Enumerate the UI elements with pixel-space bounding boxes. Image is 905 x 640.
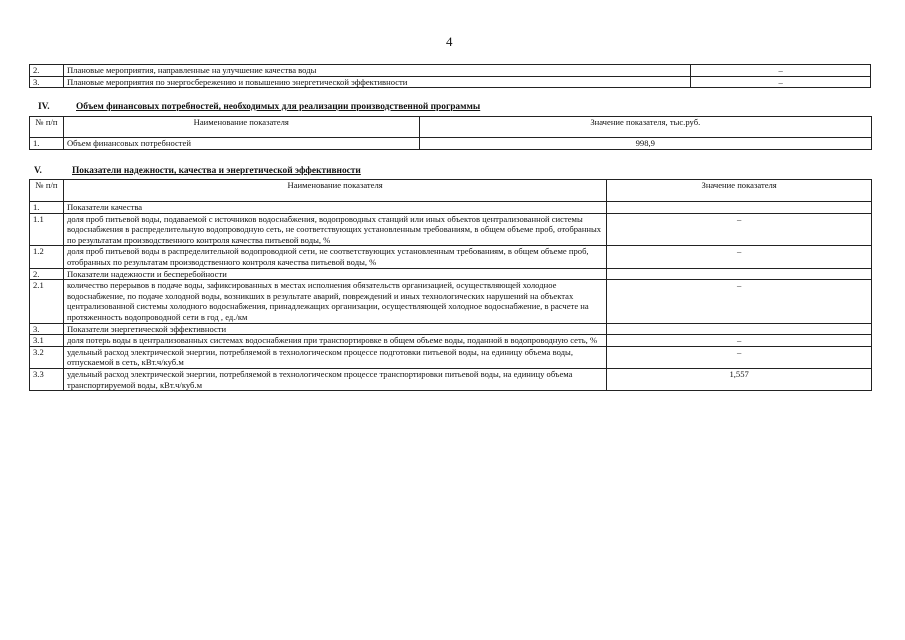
section-4-title: [38, 102, 480, 112]
row-number: 3.3: [30, 368, 64, 390]
table-row: [30, 268, 872, 280]
row-number: 1.2: [30, 246, 64, 268]
table-row: [30, 76, 871, 88]
table-row: [30, 335, 872, 347]
section-5-heading: Показатели надежности, качества и энергетической эффективности: [72, 166, 361, 176]
reliability-quality-table: [29, 179, 872, 391]
row-text: Плановые мероприятия по энергосбережению и повышению энергетической эффективности: [63, 76, 690, 88]
row-value: –: [607, 213, 872, 246]
row-text: Объем финансовых потребностей: [63, 138, 419, 150]
planned-measures-table: [29, 64, 871, 88]
section-4-number: IV.: [38, 102, 50, 112]
header-name: Наименование показателя: [63, 180, 606, 202]
row-value: –: [691, 65, 871, 77]
page-number: 4: [446, 34, 453, 49]
row-value: [607, 323, 872, 335]
row-number: 3.: [30, 323, 64, 335]
row-value: –: [607, 346, 872, 368]
row-value: –: [607, 335, 872, 347]
row-text: доля проб питьевой воды в распределительной водопроводной сети, не соответствующих установленным требованиям, в общем объеме проб, отобранных по результатам производственного контроля качества питьевой воды, %: [63, 246, 606, 268]
row-number: 3.: [30, 76, 64, 88]
section-5-number: V.: [34, 166, 42, 176]
row-number: 2.: [30, 268, 64, 280]
section-4-heading: Объем финансовых потребностей, необходимых для реализации производственной программы: [76, 102, 481, 112]
row-number: 3.2: [30, 346, 64, 368]
header-name: Наименование показателя: [63, 117, 419, 138]
row-number: 2.1: [30, 280, 64, 323]
row-text: удельный расход электрической энергии, потребляемой в технологическом процессе транспортировки питьевой воды, на единицу объема транспортируемой воды, кВт.ч/куб.м: [63, 368, 606, 390]
row-text: Показатели надежности и бесперебойности: [63, 268, 606, 280]
row-text: доля потерь воды в централизованных системах водоснабжения при транспортировке в общем объеме воды, поданной в водопроводную сеть, %: [63, 335, 606, 347]
table-row: [30, 323, 872, 335]
row-text: количество перерывов в подаче воды, зафиксированных в местах исполнения обязательств организацией, осуществляющей холодное водоснабжение, по подаче холодной воды, возникших в результате аварий, повреждений и иных технологических нарушений на объектах централизованной системы холодного водоснабжения, принадлежащих организации, осуществляющей холодное водоснабжение, в расчете на протяженность водопроводной сети в год , ед./км: [63, 280, 606, 323]
table-row: [30, 65, 871, 77]
financial-needs-table: [29, 116, 872, 150]
row-text: Показатели энергетической эффективности: [63, 323, 606, 335]
table-row: [30, 346, 872, 368]
row-value: 998,9: [419, 138, 871, 150]
row-value: [607, 268, 872, 280]
row-number: 3.1: [30, 335, 64, 347]
row-text: доля проб питьевой воды, подаваемой с источников водоснабжения, водопроводных станций или иных объектов централизованной системы водоснабжения в распределительную водопроводную сеть, не соответствующих установленным требованиям, в общем объеме проб, отобранных по результатам производственного контроля качества питьевой воды, %: [63, 213, 606, 246]
table-header-row: [30, 117, 872, 138]
row-value: 1,557: [607, 368, 872, 390]
header-number: № п/п: [30, 180, 64, 202]
row-value: –: [607, 246, 872, 268]
row-number: 1.1: [30, 213, 64, 246]
table-row: [30, 213, 872, 246]
header-value: Значение показателя, тыс.руб.: [419, 117, 871, 138]
row-value: –: [607, 280, 872, 323]
table-row: [30, 138, 872, 150]
table-row: [30, 280, 872, 323]
header-number: № п/п: [30, 117, 64, 138]
section-5-title: [34, 166, 361, 176]
table-row: [30, 202, 872, 214]
row-text: Показатели качества: [63, 202, 606, 214]
table-row: [30, 368, 872, 390]
row-value: [607, 202, 872, 214]
row-number: 1.: [30, 202, 64, 214]
row-number: 2.: [30, 65, 64, 77]
table-header-row: [30, 180, 872, 202]
row-value: –: [691, 76, 871, 88]
row-number: 1.: [30, 138, 64, 150]
row-text: Плановые мероприятия, направленные на улучшение качества воды: [63, 65, 690, 77]
header-value: Значение показателя: [607, 180, 872, 202]
table-row: [30, 246, 872, 268]
row-text: удельный расход электрической энергии, потребляемой в технологическом процессе подготовки питьевой воды, на единицу объема воды, отпускаемой в сеть, кВт.ч/куб.м: [63, 346, 606, 368]
